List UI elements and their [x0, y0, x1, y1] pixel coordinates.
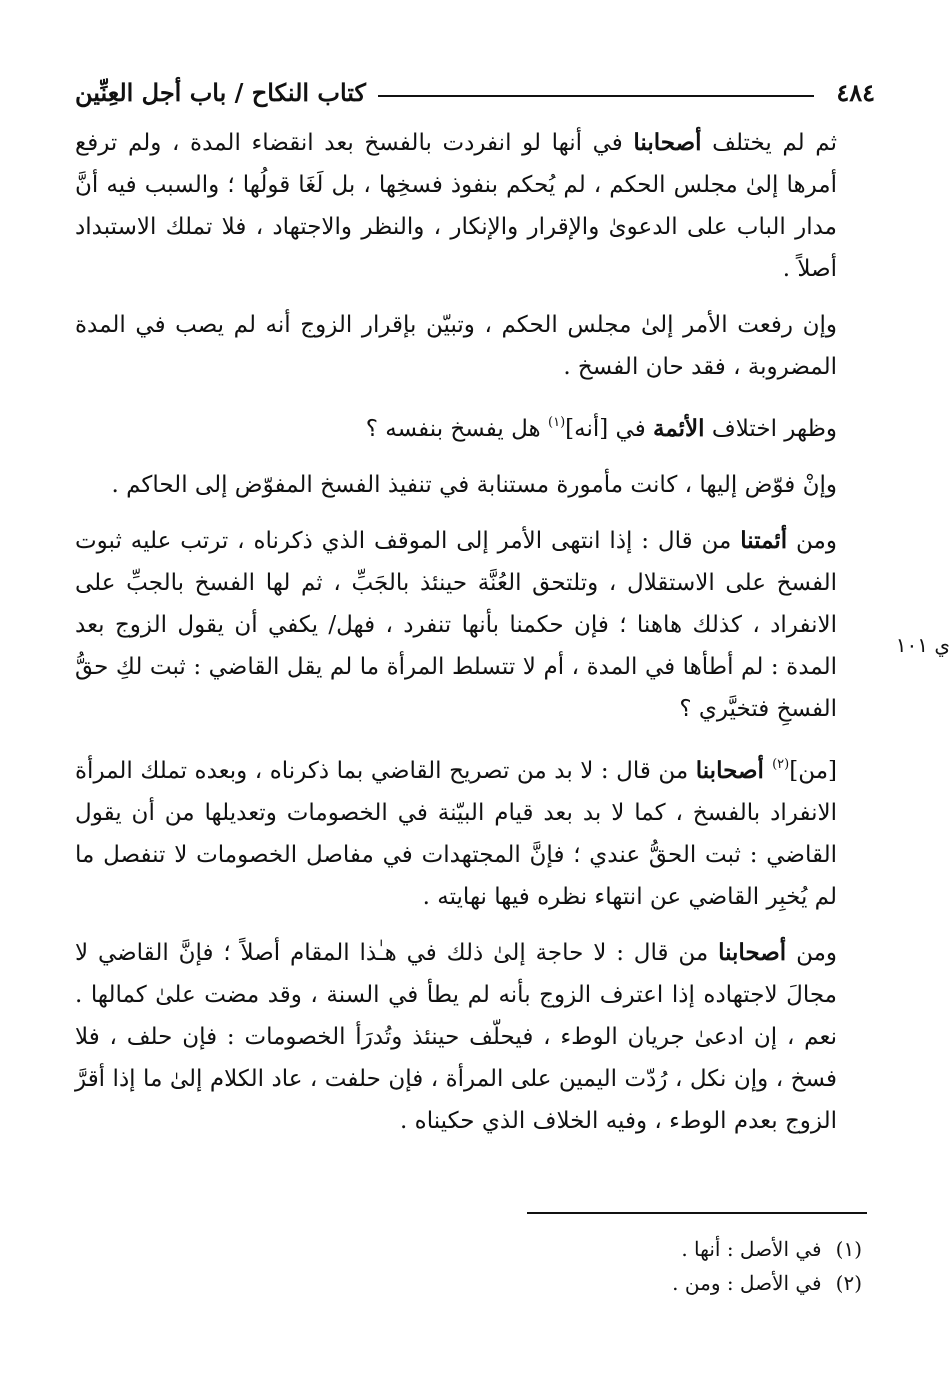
header-rule — [378, 95, 814, 97]
running-head: كتاب النكاح / باب أجل العِنِّين — [75, 77, 366, 107]
paragraph-2: وإن رفعت الأمر إلىٰ مجلس الحكم ، وتبيّن بإقرار الزوج أنه لم يصب في المدة المضروبة ، فقد حان الفسخ . — [75, 312, 837, 380]
footnote-item: (٢) في الأصل : ومن . — [672, 1271, 862, 1295]
paragraph-1: ثم لم يختلف أصحابنا في أنها لو انفردت بالفسخ بعد انقضاء المدة ، ولم ترفع أمرها إلىٰ مجلس الحكم ، لم يُحكم بنفوذ فسخِها ، بل لَغَا قولُها ؛ والسبب فيه أنَّ مدار الباب على الدعوىٰ والإقرار والإنكار ، والنظر والاجتهاد ، فلا تملك الاستبداد أصلاً . — [75, 129, 837, 282]
body-text — [75, 122, 865, 1156]
margin-note: ي ١٠١ — [895, 633, 950, 657]
paragraph-3: وظهر اختلاف الأئمة في [أنه]$^{(١)}$ هل يفسخ بنفسه ؟ — [365, 415, 837, 442]
footnote-rule — [527, 1212, 867, 1214]
page-number: ٤٨٤ — [836, 77, 875, 107]
footnote-ref-1: (١) — [548, 415, 566, 430]
paragraph-5: ومن أئمتنا من قال : إذا انتهى الأمر إلى الموقف الذي ذكرناه ، ترتب عليه ثبوت الفسخ على الاستقلال ، وتلتحق العُنَّة حينئذ بالجَبِّ ، ثم لها الفسخ بالجبِّ على الانفراد ، كذلك هاهنا ؛ فإن حكمنا بأنها تنفرد ، فهل/ يكفي أن يقول الزوج بعد المدة : لم أطأها في المدة ، أم لا تتسلط المرأة ما لم يقل القاضي : ثبت لكِ حقُّ الفسخِ فتخيَّري ؟ — [75, 527, 837, 722]
paragraph-6: [من]$^{(٢)}$ أصحابنا من قال : لا بد من تصريح القاضي بما ذكرناه ، وبعده تملك المرأة الانفراد بالفسخ ، كما لا بد بعد قيام البيّنة في الخصومات وتعديلها من أن يقول القاضي : ثبت الحقُّ عندي ؛ فإنَّ المجتهدات في مفاصل الخصومات لا تنفصل ما لم يُخبِر القاضي عن انتهاء نظره فيها نهايته . — [75, 757, 837, 910]
footnote-item: (١) في الأصل : أنها . — [681, 1237, 862, 1261]
footnotes — [500, 1232, 862, 1300]
paragraph-4: وإنْ فوّض إليها ، كانت مأمورة مستنابة في تنفيذ الفسخ المفوّض إلى الحاكم . — [111, 472, 837, 498]
page-header — [75, 72, 875, 112]
footnote-ref-2: (٢) — [772, 757, 790, 772]
paragraph-7: ومن أصحابنا من قال : لا حاجة إلىٰ ذلك في هـٰذا المقام أصلاً ؛ فإنَّ القاضي لا مجالَ لاجتهاده إذا اعترف الزوج بأنه لم يطأ في السنة ، وقد مضت علىٰ كمالها . نعم ، إن ادعىٰ جريان الوطء ، فيحلّف حينئذ وتُدرَأ الخصومات : فإن حلف ، فلا فسخ ، وإن نكل ، رُدّت اليمين على المرأة ، فإن حلفت ، عاد الكلام إلىٰ ما إذا أقرَّ الزوج بعدم الوطء ، وفيه الخلاف الذي حكيناه . — [75, 939, 837, 1134]
